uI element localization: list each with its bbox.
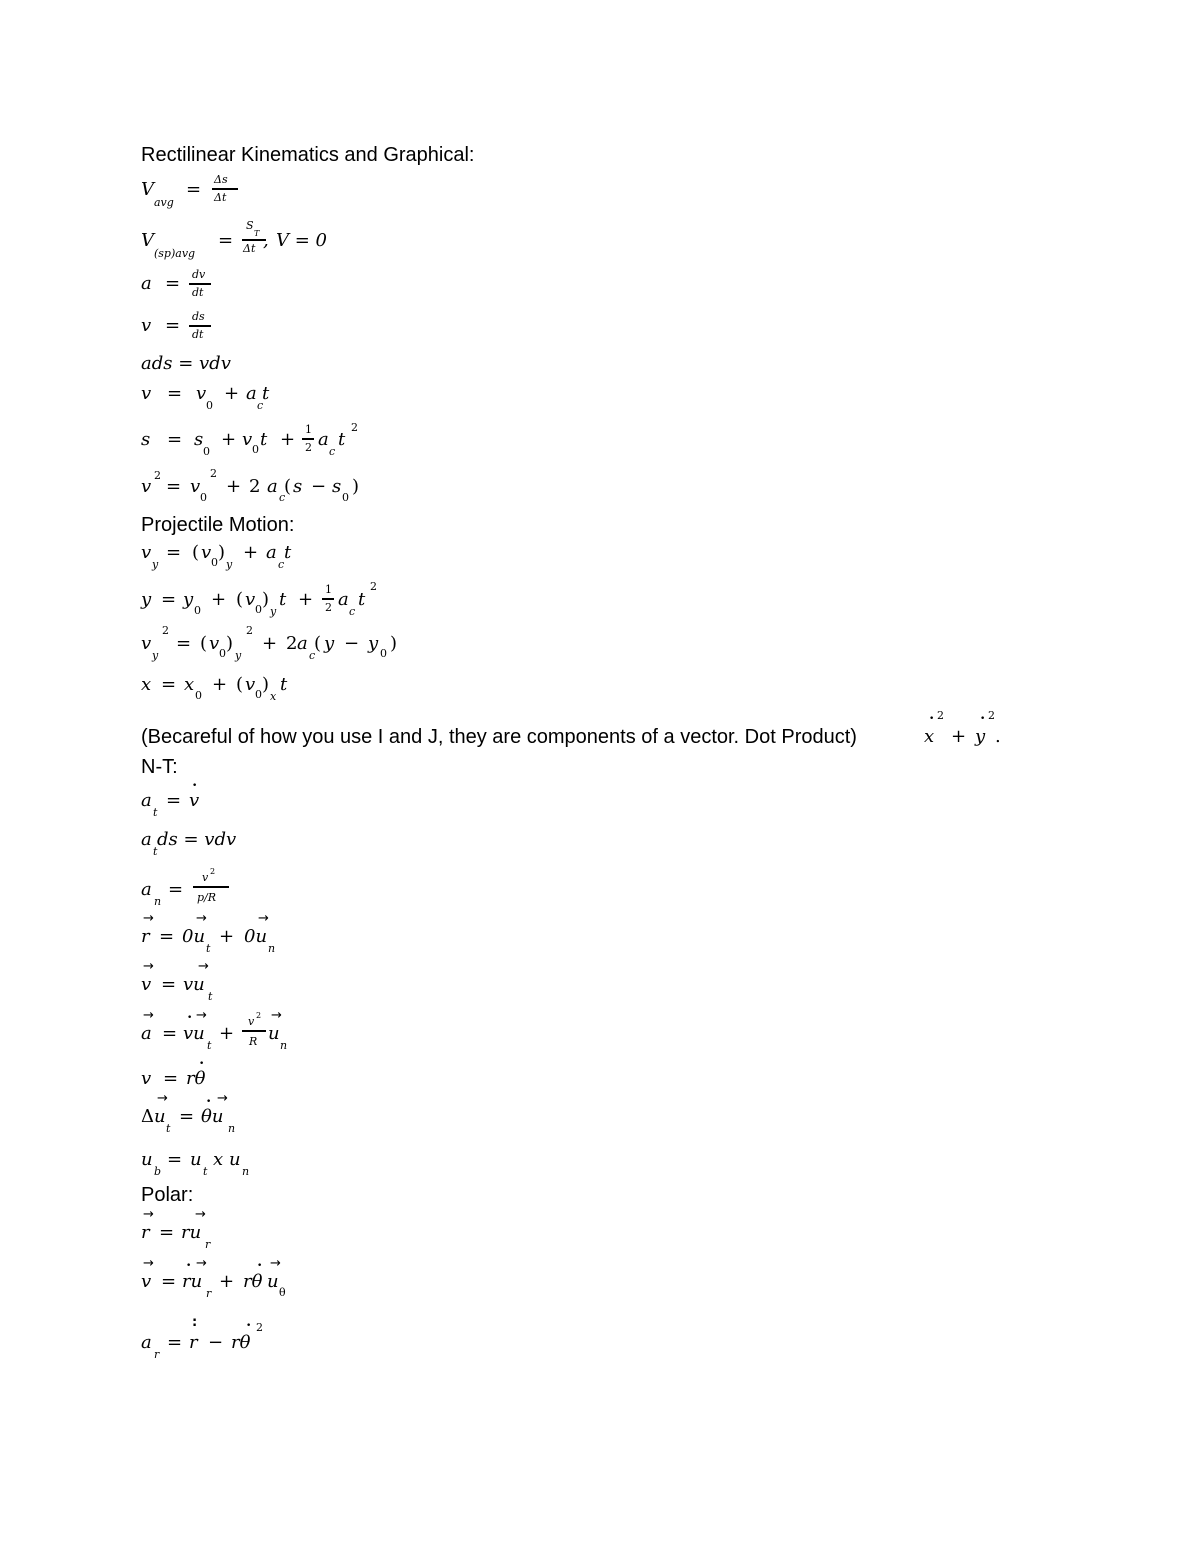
sup: 2 [154, 469, 161, 482]
term: rθ [231, 1332, 251, 1353]
comma: , [263, 230, 269, 251]
sub: 0 [211, 556, 218, 569]
sup: 2 [351, 421, 358, 434]
sym: t [284, 542, 292, 563]
coef: 2 [286, 633, 298, 654]
op: = [165, 315, 181, 336]
sup: 2 [988, 709, 995, 722]
op: = [161, 974, 177, 995]
op: + [219, 926, 235, 947]
ddot: : [192, 1315, 198, 1330]
dot: • [199, 1059, 205, 1069]
sub: θ [279, 1286, 286, 1299]
v-zero: V = 0 [276, 230, 327, 251]
sym: a [141, 790, 152, 811]
sub: y [152, 558, 159, 571]
note-text: (Becareful of how you use I and J, they are components of a vector. Dot Product) [141, 726, 857, 748]
arrow: → [217, 1091, 228, 1106]
paren: ) [218, 542, 226, 563]
sym: v [141, 974, 152, 995]
op: = [159, 1222, 175, 1243]
op: + [219, 1271, 235, 1292]
term: vu [183, 974, 205, 995]
arrow: → [196, 911, 207, 926]
denominator: Δt [243, 242, 256, 255]
op: − [311, 476, 327, 497]
sub: n [268, 942, 276, 955]
sym: V [141, 230, 154, 251]
denominator: dt [192, 328, 204, 341]
rhs: ds = vdv [157, 829, 237, 850]
term: vu [183, 1023, 205, 1044]
sub: 0 [195, 689, 202, 702]
numerator: v [248, 1015, 255, 1028]
op: = [162, 1023, 178, 1044]
sub: r [206, 1287, 212, 1300]
sym: s [194, 429, 204, 450]
sym: s [332, 476, 342, 497]
sub: c [257, 399, 264, 412]
paren: ) [390, 633, 398, 654]
op: = [167, 429, 183, 450]
op: = [218, 230, 234, 251]
sub: t [207, 1039, 212, 1052]
sym: v [196, 383, 207, 404]
op: + [226, 476, 242, 497]
paren: ( [284, 476, 292, 497]
heading-rectilinear: Rectilinear Kinematics and Graphical: [141, 144, 475, 166]
arrow: → [143, 911, 154, 926]
numerator: v [202, 871, 209, 884]
sym: r [141, 1222, 150, 1243]
sub: n [242, 1165, 250, 1178]
fraction-bar [302, 438, 314, 440]
sub: c [279, 491, 286, 504]
denominator: R [249, 1035, 258, 1048]
dot: • [187, 1013, 193, 1023]
op: + [224, 383, 240, 404]
sub: 0 [342, 491, 349, 504]
sym: s [141, 429, 151, 450]
cross: x [213, 1149, 224, 1170]
op: + [219, 1023, 235, 1044]
sym: v [242, 429, 253, 450]
op: = [163, 1068, 179, 1089]
sym: t [262, 383, 270, 404]
sym: v [141, 476, 152, 497]
dot: • [186, 1261, 192, 1271]
sym: x [141, 674, 152, 695]
op: = [179, 1106, 195, 1127]
sym: u [190, 1149, 202, 1170]
sub: t [203, 1165, 208, 1178]
sym: v [141, 633, 152, 654]
op: = [167, 1332, 183, 1353]
sub: 0 [219, 647, 226, 660]
op: − [208, 1332, 224, 1353]
sup: 2 [162, 624, 169, 637]
op: + [221, 429, 237, 450]
sym: v [245, 674, 256, 695]
op: + [211, 589, 227, 610]
sym: u [229, 1149, 241, 1170]
sym: u [268, 1023, 280, 1044]
sym: v [141, 542, 152, 563]
op: = [165, 273, 181, 294]
sub: (sp)avg [154, 247, 196, 260]
sym: r [141, 926, 150, 947]
sub: y [235, 649, 242, 662]
sym: v [245, 589, 256, 610]
sym: u [154, 1106, 166, 1127]
fraction-bar [193, 886, 229, 888]
dot: • [929, 714, 935, 724]
sub: 0 [255, 603, 262, 616]
sup: 2 [370, 580, 377, 593]
sym: V [141, 179, 154, 200]
fraction-bar [189, 283, 211, 285]
eq-ads-vdv: ads = vdv [141, 353, 231, 374]
numerator: 1 [325, 583, 332, 596]
sub: t [206, 942, 211, 955]
numerator: ds [192, 310, 205, 323]
dot: • [246, 1321, 252, 1331]
arrow: → [195, 1207, 206, 1222]
heading-polar: Polar: [141, 1184, 194, 1206]
sym: v [141, 383, 152, 404]
sym: a [141, 829, 152, 850]
op: = [168, 879, 184, 900]
op: = [167, 383, 183, 404]
arrow: → [143, 959, 154, 974]
sub: t [166, 1122, 171, 1135]
sym: y [141, 589, 152, 610]
sym: t [338, 429, 346, 450]
sym: a [318, 429, 329, 450]
dot: • [980, 714, 986, 724]
sym: v [209, 633, 220, 654]
numerator: S [246, 219, 254, 232]
sym: v [141, 1271, 152, 1292]
sym: a [297, 633, 308, 654]
sub: 0 [380, 647, 387, 660]
sub: c [329, 445, 336, 458]
paren: ) [262, 674, 270, 695]
sub: c [278, 558, 285, 571]
sym: y [975, 726, 986, 747]
sub: y [226, 558, 233, 571]
term: ru [182, 1271, 203, 1292]
sub: t [153, 806, 158, 819]
term: 0u [244, 926, 268, 947]
sym: a [141, 1023, 152, 1044]
arrow: → [196, 1256, 207, 1271]
fraction-bar [322, 598, 334, 600]
op: + [262, 633, 278, 654]
op: + [951, 726, 967, 747]
sub: y [270, 605, 277, 618]
op: = [159, 926, 175, 947]
op: = [166, 790, 182, 811]
sym: a [338, 589, 349, 610]
sub: t [153, 845, 158, 858]
sub: r [205, 1238, 211, 1251]
op: = [176, 633, 192, 654]
heading-projectile: Projectile Motion: [141, 514, 295, 536]
sup: 2 [246, 624, 253, 637]
sub: avg [154, 196, 174, 209]
sub: c [309, 649, 316, 662]
fraction-bar [189, 325, 211, 327]
sym: y [324, 633, 335, 654]
sub: b [154, 1165, 162, 1178]
term: 0u [182, 926, 206, 947]
coef: 2 [249, 476, 261, 497]
paren: ( [236, 589, 244, 610]
arrow: → [143, 1207, 154, 1222]
numerator: dv [192, 268, 206, 281]
sub: r [154, 1348, 160, 1361]
paren: ( [192, 542, 200, 563]
arrow: → [270, 1256, 281, 1271]
denominator: Δt [214, 191, 227, 204]
arrow: → [143, 1256, 154, 1271]
sub: 0 [194, 604, 201, 617]
sym: u [267, 1271, 279, 1292]
paren: ( [314, 633, 322, 654]
paren: ) [262, 589, 270, 610]
heading-nt: N-T: [141, 756, 178, 778]
op: = [161, 674, 177, 695]
denominator: 2 [305, 441, 312, 454]
sym: t [260, 429, 268, 450]
op: + [243, 542, 259, 563]
sym: x [184, 674, 195, 695]
sub: n [154, 895, 162, 908]
op: = [161, 1271, 177, 1292]
sub: 0 [200, 491, 207, 504]
paren: ) [352, 476, 360, 497]
sub: t [208, 990, 213, 1003]
term: rθ [186, 1068, 206, 1089]
numerator: 1 [305, 423, 312, 436]
term: ru [181, 1222, 202, 1243]
arrow: → [198, 959, 209, 974]
dot: • [257, 1261, 263, 1271]
sub: n [280, 1039, 288, 1052]
fraction-bar [212, 188, 238, 190]
sub: y [152, 649, 159, 662]
sym: v [190, 476, 201, 497]
end-dot: . [995, 726, 1001, 747]
sub: x [270, 690, 277, 703]
denominator: dt [192, 286, 204, 299]
delta: Δ [141, 1106, 154, 1127]
sub: n [228, 1122, 236, 1135]
sym: a [141, 879, 152, 900]
term: rθ [243, 1271, 263, 1292]
arrow: → [258, 911, 269, 926]
fraction-bar [242, 1030, 266, 1032]
numerator: Δs [214, 173, 228, 186]
sym: v [201, 542, 212, 563]
sym: a [141, 1332, 152, 1353]
sym: r [189, 1332, 198, 1353]
op: = [161, 589, 177, 610]
op: = [166, 476, 182, 497]
denominator: 2 [325, 601, 332, 614]
dot: • [192, 781, 198, 791]
sym: y [183, 589, 194, 610]
op: − [344, 633, 360, 654]
sym: a [141, 273, 152, 294]
denominator: p/R [197, 891, 217, 904]
sym: a [266, 542, 277, 563]
num-sup: 2 [256, 1011, 262, 1020]
paren: ) [226, 633, 234, 654]
sym: v [189, 790, 200, 811]
op: = [166, 542, 182, 563]
term: θu [201, 1106, 224, 1127]
num-sub: T [254, 229, 260, 238]
sym: v [141, 315, 152, 336]
sub: 0 [206, 399, 213, 412]
sub: 0 [255, 688, 262, 701]
num-sup: 2 [210, 867, 216, 876]
op: + [280, 429, 296, 450]
sub: 0 [252, 443, 259, 456]
sym: y [368, 633, 379, 654]
op: + [212, 674, 228, 695]
sym: t [280, 674, 288, 695]
sub: c [349, 605, 356, 618]
paren: ( [236, 674, 244, 695]
sym: s [293, 476, 303, 497]
op: = [167, 1149, 183, 1170]
sym: a [246, 383, 257, 404]
sym: x [924, 726, 935, 747]
arrow: → [196, 1008, 207, 1023]
arrow: → [157, 1091, 168, 1106]
sub: 0 [203, 445, 210, 458]
sup: 2 [256, 1321, 263, 1334]
arrow: → [143, 1008, 154, 1023]
sym: t [279, 589, 287, 610]
sup: 2 [937, 709, 944, 722]
arrow: → [271, 1008, 282, 1023]
sup: 2 [210, 467, 217, 480]
sym: u [141, 1149, 153, 1170]
op: = [186, 179, 202, 200]
sym: v [141, 1068, 152, 1089]
dot: • [206, 1097, 212, 1107]
sym: t [358, 589, 366, 610]
sym: a [267, 476, 278, 497]
op: + [298, 589, 314, 610]
paren: ( [200, 633, 208, 654]
